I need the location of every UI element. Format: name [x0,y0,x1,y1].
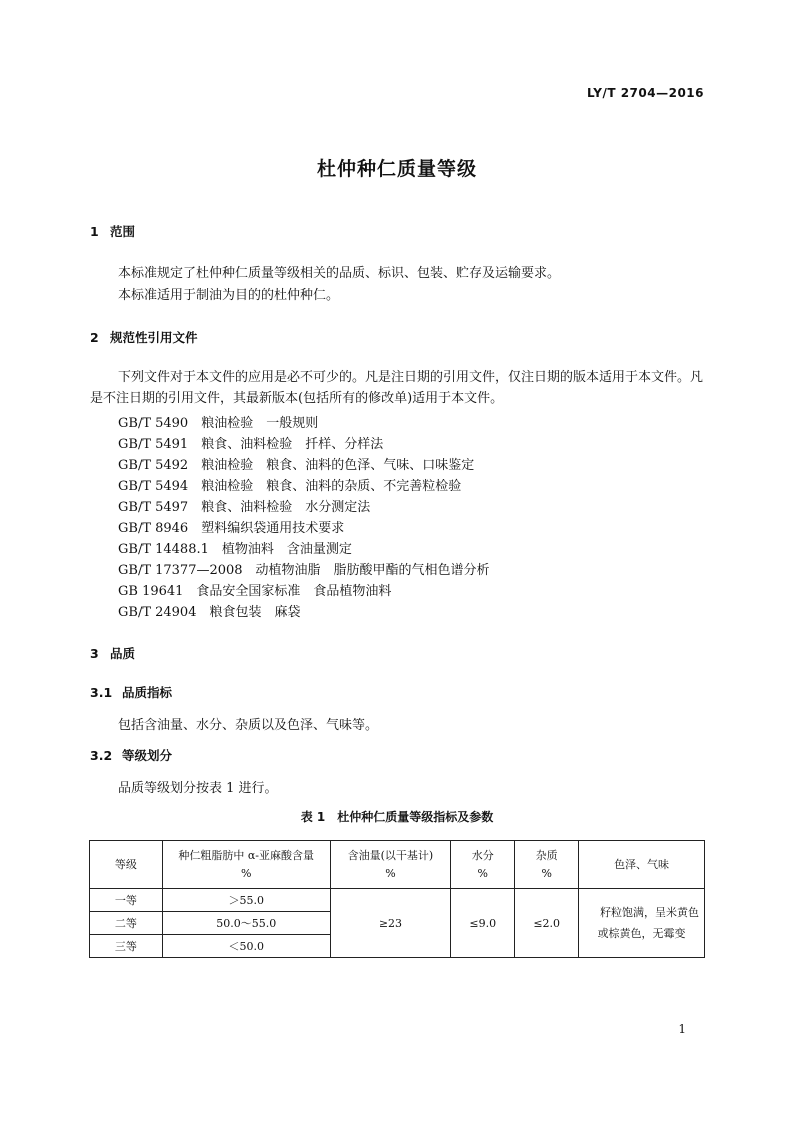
reference-item: GB/T 5492 粮油检验 粮食、油料的色泽、气味、口味鉴定 [118,458,475,473]
color-description: 籽粒饱满，呈米黄色或棕黄色，无霉变 [597,906,700,940]
page-number: 1 [678,1022,686,1036]
header-color: 色泽、气味 [579,841,705,889]
reference-item: GB/T 8946 塑料编织袋通用技术要求 [118,521,345,536]
standard-code: LY/T 2704—2016 [586,86,704,100]
section-number: 3.2 [90,748,113,763]
section-title: 品质 [110,646,136,661]
section-number: 1 [90,224,99,239]
header-oil: 含油量(以干基计) % [330,841,451,889]
section-3-1-heading [90,683,172,701]
table-caption: 表 1 杜仲种仁质量等级指标及参数 [300,810,494,824]
water-cell: ≤9.0 [451,889,515,958]
page-title: 杜仲种仁质量等级 [316,158,477,180]
oil-cell: ≥23 [330,889,451,958]
section-title: 范围 [110,224,136,239]
reference-item: GB/T 17377—2008 动植物油脂 脂肪酸甲酯的气相色谱分析 [118,563,490,578]
reference-item: GB/T 24904 粮食包装 麻袋 [118,605,301,620]
impurity-cell: ≤2.0 [515,889,579,958]
grade-cell: 二等 [90,912,163,935]
section-title: 等级划分 [122,748,173,763]
ala-cell: 50.0～55.0 [162,912,330,935]
quality-index-text: 包括含油量、水分、杂质以及色泽、气味等。 [118,718,379,733]
header-water: 水分 % [451,841,515,889]
references-intro: 下列文件对于本文件的应用是必不可少的。凡是注日期的引用文件，仅注日期的版本适用于本文件。凡是不注日期的引用文件，其最新版本(包括所有的修改单)适用于本文件。 [90,370,704,406]
table-header-row [90,841,705,889]
grade-cell: 三等 [90,935,163,958]
reference-item: GB 19641 食品安全国家标准 食品植物油料 [118,584,392,599]
section-title: 规范性引用文件 [110,330,198,345]
grade-division-text: 品质等级划分按表 1 进行。 [118,781,278,796]
quality-grade-table [89,840,705,958]
section-number: 3 [90,646,99,661]
reference-item: GB/T 5494 粮油检验 粮食、油料的杂质、不完善粒检验 [118,479,462,494]
section-2-heading [90,328,198,346]
header-ala: 种仁粗脂肪中 α-亚麻酸含量 % [162,841,330,889]
ala-cell: ＜50.0 [162,935,330,958]
reference-item: GB/T 14488.1 植物油料 含油量测定 [118,542,352,557]
section-number: 2 [90,330,99,345]
section-1-heading [90,222,135,240]
color-cell [579,889,705,958]
reference-item: GB/T 5497 粮食、油料检验 水分测定法 [118,500,371,515]
ala-cell: ＞55.0 [162,889,330,912]
header-grade: 等级 [90,841,163,889]
section-3-2-heading [90,746,172,764]
scope-paragraph-1: 本标准规定了杜仲种仁质量等级相关的品质、标识、包装、贮存及运输要求。 [118,266,561,281]
reference-item: GB/T 5491 粮食、油料检验 扦样、分样法 [118,437,384,452]
section-number: 3.1 [90,685,113,700]
reference-item: GB/T 5490 粮油检验 一般规则 [118,416,319,431]
section-3-heading [90,644,135,662]
table-row [90,889,705,912]
grade-cell: 一等 [90,889,163,912]
header-impurity: 杂质 % [515,841,579,889]
scope-paragraph-2: 本标准适用于制油为目的的杜仲种仁。 [118,288,340,303]
section-title: 品质指标 [122,685,173,700]
